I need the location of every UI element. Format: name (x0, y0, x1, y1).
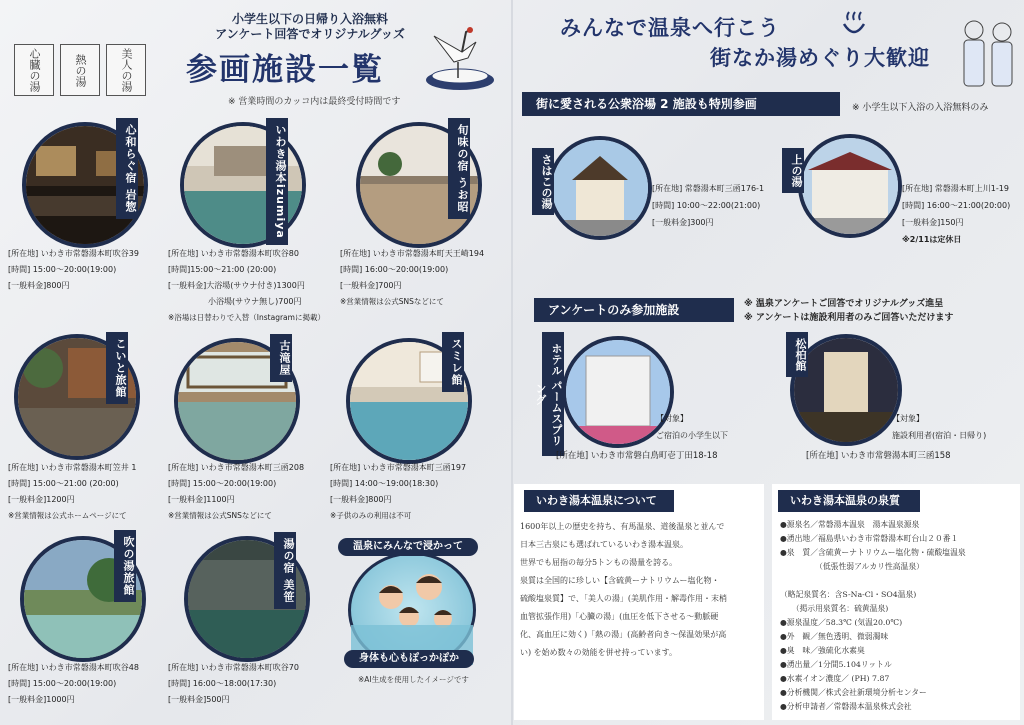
facility-info (8, 246, 139, 294)
survey-note: ※ アンケートは施設利用者のみご回答いただけます (744, 313, 954, 323)
public-bath-fee: [一般料金]300円 (652, 218, 714, 227)
facility-address: [所在地] いわき市常磐湯本町三函208 (168, 463, 305, 472)
survey-facility-label: ホテル パームスプリング (542, 332, 564, 456)
promo-text (200, 12, 420, 42)
survey-facility-target (892, 410, 986, 444)
quality-line: ●湧出量／1分間5.104リットル (780, 660, 892, 669)
facility-label: 旬味の宿 うお昭 (448, 118, 470, 219)
quality-line (780, 574, 1016, 588)
public-bath-info (652, 180, 764, 231)
target-label: 【対象】 (656, 414, 688, 423)
facility-label: 吹の湯旅館 (114, 530, 136, 602)
quality-line: ●分析申請者／常磐湯本温泉株式会社 (780, 702, 912, 711)
about-line: 血管拡張作用)「心臓の湯」(血圧を低下させる〜動脈硬 (520, 612, 719, 621)
public-bath-label: 上の湯 (782, 148, 804, 193)
facility-hours: [時間] 15:00～21:00 (20:00) (8, 479, 119, 488)
public-bath-label: さはこの湯 (532, 148, 554, 215)
facility-info (8, 460, 136, 524)
page-fold (511, 0, 513, 725)
quality-heading: いわき湯本温泉の泉質 (778, 490, 920, 512)
about-line: 硫酸塩泉質】で、「美人の湯」(美肌作用・解毒作用・末梢 (520, 594, 727, 603)
ai-note: ※AI生成を使用したイメージです (358, 675, 469, 684)
noren-flag: 心臓の湯 (14, 44, 54, 96)
noren-flag: 熱の湯 (60, 44, 100, 96)
facility-fee-secondary: 小浴場(サウナ無し)700円 (208, 297, 302, 306)
survey-facility-address: [所在地] いわき市常磐湯本町三函158 (806, 451, 951, 461)
facility-fee: [一般料金]1100円 (168, 495, 235, 504)
quality-line: ●臭 味／強硫化水素臭 (780, 646, 865, 655)
facility-address: [所在地] いわき市常磐湯本町三函197 (330, 463, 467, 472)
facility-label: いわき湯本izumiya (266, 118, 288, 245)
people-illustration (956, 14, 1020, 92)
facility-fee: [一般料金]500円 (168, 695, 230, 704)
target-label: 【対象】 (892, 414, 924, 423)
quality-line: ●分析機関／株式会社新環境分析センター (780, 688, 927, 697)
public-bath-section-bar: 街に愛される公衆浴場 2 施設も特別参画 (522, 92, 840, 116)
facility-info (168, 460, 304, 524)
target-text: ご宿泊の小学生以下 (656, 431, 728, 440)
facility-info (168, 246, 325, 326)
facility-fee: [一般料金]1000円 (8, 695, 75, 704)
public-bath-fee: [一般料金]150円 (902, 218, 964, 227)
right-title-sub: 街なか湯めぐり大歓迎 (710, 46, 930, 70)
public-bath-photo (798, 134, 902, 238)
public-bath-info (902, 180, 1010, 248)
facility-note: ※営業情報は公式ホームページにて (8, 511, 127, 520)
quality-line: （低張性弱アルカリ性高温泉） (780, 562, 924, 571)
facility-note: ※営業情報は公式SNSなどにて (168, 511, 272, 520)
facility-label: 心和らぐ宿 岩惣 (116, 118, 138, 219)
facility-hours: [時間] 15:00～20:00(19:00) (8, 265, 117, 274)
facility-label: 古滝屋 (270, 334, 292, 382)
quality-line: ●水素イオン濃度／ (PH) 7.87 (780, 674, 890, 683)
facility-info (8, 660, 139, 708)
crane-illustration (414, 22, 496, 92)
quality-line: ●外 観／無色透明、微弱濁味 (780, 632, 889, 641)
noren-curtain (14, 44, 146, 96)
facility-fee: [一般料金]800円 (330, 495, 392, 504)
facility-address: [所在地] いわき市常磐湯本町天王崎194 (340, 249, 485, 258)
promo-line: アンケート回答でオリジナルグッズ (215, 27, 405, 41)
quality-line: （掲示用泉質名：硫黄温泉) (780, 604, 889, 613)
facility-info (330, 460, 466, 524)
about-line: 世界でも屈指の毎分5トンもの湯量を誇る。 (520, 558, 678, 567)
survey-facility-label: 松柏館 (786, 332, 808, 377)
about-line: 化、高血圧に効く)「熱の湯」(高齢者向き〜保温効果が高 (520, 630, 727, 639)
facility-fee: [一般料金]1200円 (8, 495, 75, 504)
quality-line: ●湧出地／福島県いわき市常磐湯本町台山２０番１ (780, 534, 959, 543)
about-line: 日本三古泉にも選ばれているいわき湯本温泉。 (520, 540, 688, 549)
facility-label: スミレ館 (442, 332, 464, 392)
facility-label: 湯の宿 美笹 (274, 532, 296, 609)
quality-line: ●源泉名／常磐湯本温泉 湯本温泉源泉 (780, 520, 920, 529)
right-title-main: みんなで温泉へ行こう (560, 16, 780, 40)
promo-line: 小学生以下の日帰り入浴無料 (231, 12, 388, 26)
survey-section-bar: アンケートのみ参加施設 (534, 298, 734, 322)
facility-fee: [一般料金]大浴場(サウナ付き)1300円 (168, 281, 305, 290)
about-line: い) を始め数々の効能を併せ持っています。 (520, 648, 678, 657)
onsen-icon (840, 10, 868, 36)
quality-line: ●泉 質／含硫黄ーナトリウムー塩化物・硫酸塩温泉 (780, 548, 966, 557)
quality-line: ●源泉温度／58.3℃ (気温20.0℃) (780, 618, 903, 627)
about-body (520, 518, 756, 662)
facility-note: ※営業情報は公式SNSなどにて (340, 297, 444, 306)
illustration-caption-bottom: 身体も心もぽっかぽか (344, 650, 474, 668)
public-bath-photo (548, 136, 652, 240)
facility-label: こいと旅館 (106, 332, 128, 404)
survey-facility-address: [所在地] いわき市常磐白鳥町壱丁田18-18 (556, 451, 718, 461)
facility-fee: [一般料金]700円 (340, 281, 402, 290)
facility-hours: [時間] 15:00～20:00(19:00) (8, 679, 117, 688)
noren-flag: 美人の湯 (106, 44, 146, 96)
public-bath-address: [所在地] 常磐湯本町三函176-1 (652, 184, 765, 193)
public-bath-hours: [時間] 16:00～21:00(20:00) (902, 201, 1011, 210)
survey-note: ※ 温泉アンケートご回答でオリジナルグッズ進呈 (744, 299, 944, 309)
facility-fee: [一般料金]800円 (8, 281, 70, 290)
facility-hours: [時間] 16:00～20:00(19:00) (340, 265, 449, 274)
facility-note: ※浴場は日替わりで入替（Instagramに掲載） (168, 313, 325, 322)
page-title: 参画施設一覧 (186, 52, 384, 88)
survey-facility-target (656, 410, 728, 444)
facility-address: [所在地] いわき市常磐湯本町吹谷48 (8, 663, 139, 672)
target-text: 施設利用者(宿泊・日帰り) (892, 431, 987, 440)
facility-info (168, 660, 299, 708)
public-bath-hours: [時間] 10:00～22:00(21:00) (652, 201, 761, 210)
about-heading: いわき湯本温泉について (524, 490, 674, 512)
facility-address: [所在地] いわき市常磐湯本町吹谷39 (8, 249, 139, 258)
facility-hours: [時間] 16:00～18:00(17:30) (168, 679, 277, 688)
quality-line: （略記泉質名：含S-Na-Cl・SO4温泉) (780, 590, 917, 599)
facility-address: [所在地] いわき市常磐湯本町笠井 1 (8, 463, 137, 472)
facility-hours: [時間]15:00～21:00 (20:00) (168, 265, 277, 274)
facility-hours: [時間] 15:00～20:00(19:00) (168, 479, 277, 488)
public-bath-note: ※2/11は定休日 (902, 235, 962, 244)
quality-body (780, 518, 1016, 714)
facility-address: [所在地] いわき市常磐湯本町吹谷80 (168, 249, 299, 258)
public-bath-address: [所在地] 常磐湯本町上川1-19 (902, 184, 1009, 193)
facility-hours: [時間] 14:00～19:00(18:30) (330, 479, 439, 488)
public-bath-note: ※ 小学生以下入浴の入浴無料のみ (852, 103, 989, 113)
facility-address: [所在地] いわき市常磐湯本町吹谷70 (168, 663, 299, 672)
hours-note: ※ 営業時間のカッコ内は最終受付時間です (228, 97, 401, 107)
about-line: 1600年以上の歴史を持ち、有馬温泉、道後温泉と並んで (520, 522, 725, 531)
illustration-caption-top: 温泉にみんなで浸かって (338, 538, 478, 556)
about-line: 泉質は全国的に珍しい【含硫黄ーナトリウムー塩化物・ (520, 576, 720, 585)
facility-note: ※子供のみの利用は不可 (330, 511, 412, 520)
facility-info (340, 246, 484, 310)
